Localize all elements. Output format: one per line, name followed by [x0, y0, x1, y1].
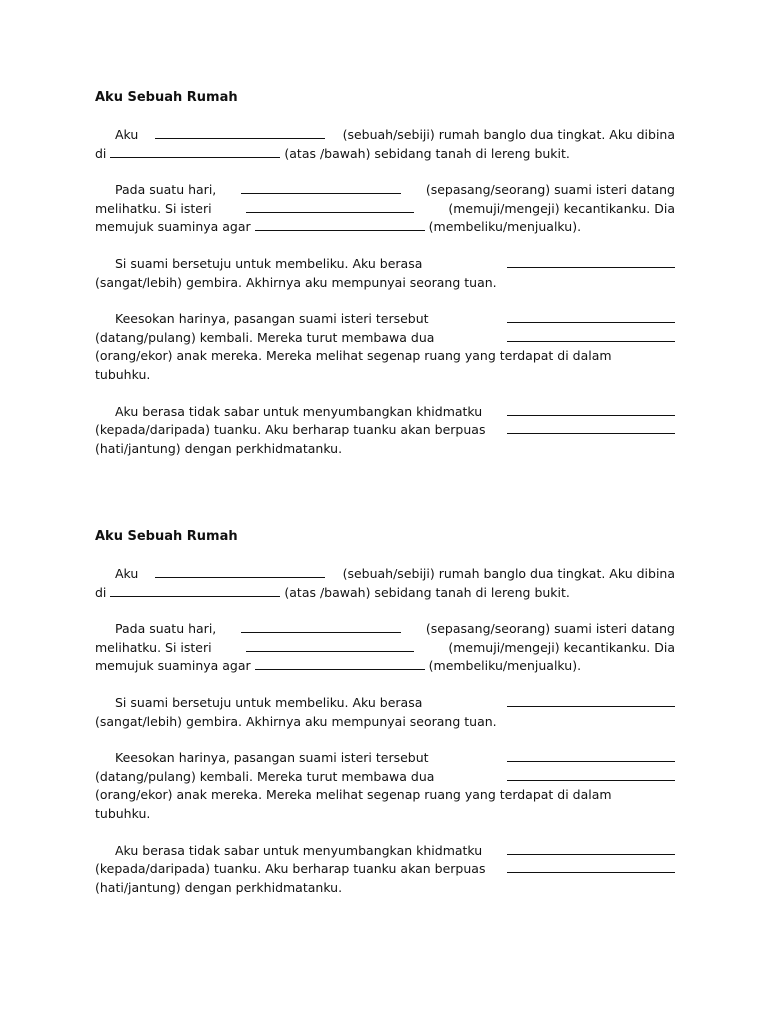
- text: Si suami bersetuju untuk membeliku. Aku berasa: [115, 255, 423, 271]
- text: tubuhku.: [95, 805, 151, 821]
- answer-blank[interactable]: [507, 694, 675, 707]
- text: (atas /bawah) sebidang tanah di lereng bukit.: [284, 584, 570, 600]
- answer-blank[interactable]: [246, 639, 414, 652]
- text: (sepasang/seorang) suami isteri datang: [425, 621, 675, 637]
- text: melihatku. Si isteri: [95, 639, 212, 655]
- text: melihatku. Si isteri: [95, 200, 212, 216]
- text: Si suami bersetuju untuk membeliku. Aku berasa: [115, 694, 423, 710]
- text: (orang/ekor) anak mereka. Mereka melihat segenap ruang yang terdapat di dalam: [95, 348, 612, 364]
- answer-blank[interactable]: [255, 657, 425, 670]
- text: tubuhku.: [95, 366, 151, 382]
- text: Aku berasa tidak sabar untuk menyumbangkan khidmatku: [115, 842, 483, 858]
- text: Aku: [115, 566, 139, 581]
- text: di: [95, 145, 107, 161]
- answer-blank[interactable]: [241, 181, 401, 194]
- text: (orang/ekor) anak mereka. Mereka melihat segenap ruang yang terdapat di dalam: [95, 787, 612, 803]
- text: (memuji/mengeji) kecantikanku. Dia: [448, 639, 675, 655]
- answer-blank[interactable]: [110, 145, 280, 158]
- text: (hati/jantung) dengan perkhidmatanku.: [95, 879, 343, 895]
- text: Keesokan harinya, pasangan suami isteri tersebut: [115, 311, 429, 327]
- text: Keesokan harinya, pasangan suami isteri tersebut: [115, 750, 429, 766]
- answer-blank[interactable]: [507, 768, 675, 781]
- text: (atas /bawah) sebidang tanah di lereng bukit.: [284, 145, 570, 161]
- text: Pada suatu hari,: [115, 182, 217, 198]
- text: memujuk suaminya agar: [95, 658, 251, 674]
- paragraph-3: [95, 694, 675, 731]
- text: (membeliku/menjualku).: [428, 658, 582, 674]
- worksheet-title: Aku Sebuah Rumah: [95, 90, 238, 105]
- text: (kepada/daripada) tuanku. Aku berharap tuanku akan berpuas: [95, 861, 486, 877]
- paragraph-4: [95, 310, 675, 384]
- text: (sebuah/sebiji) rumah banglo dua tingkat. Aku dibina: [342, 566, 675, 581]
- answer-blank[interactable]: [507, 842, 675, 855]
- answer-blank[interactable]: [507, 749, 675, 762]
- text: (sangat/lebih) gembira. Akhirnya aku mempunyai seorang tuan.: [95, 274, 497, 290]
- answer-blank[interactable]: [507, 421, 675, 434]
- answer-blank[interactable]: [507, 255, 675, 268]
- answer-blank[interactable]: [507, 310, 675, 323]
- text: (hati/jantung) dengan perkhidmatanku.: [95, 440, 343, 456]
- answer-blank[interactable]: [241, 620, 401, 633]
- worksheet-title: Aku Sebuah Rumah: [95, 529, 238, 544]
- text: memujuk suaminya agar: [95, 219, 251, 235]
- text: (memuji/mengeji) kecantikanku. Dia: [448, 200, 675, 216]
- answer-blank[interactable]: [155, 565, 325, 578]
- text: Aku berasa tidak sabar untuk menyumbangkan khidmatku: [115, 403, 483, 419]
- text: (datang/pulang) kembali. Mereka turut membawa dua: [95, 768, 435, 784]
- paragraph-2: [95, 181, 675, 237]
- answer-blank[interactable]: [255, 218, 425, 231]
- paragraph-1: [95, 126, 675, 163]
- answer-blank[interactable]: [507, 403, 675, 416]
- text: (kepada/daripada) tuanku. Aku berharap tuanku akan berpuas: [95, 422, 486, 438]
- text: Aku: [115, 127, 139, 142]
- paragraph-4: [95, 749, 675, 823]
- text: Pada suatu hari,: [115, 621, 217, 637]
- text: (sepasang/seorang) suami isteri datang: [425, 182, 675, 198]
- text: (sebuah/sebiji) rumah banglo dua tingkat. Aku dibina: [342, 127, 675, 142]
- answer-blank[interactable]: [155, 126, 325, 139]
- worksheet-2: [95, 527, 675, 897]
- text: (datang/pulang) kembali. Mereka turut membawa dua: [95, 329, 435, 345]
- text: di: [95, 584, 107, 600]
- answer-blank[interactable]: [110, 584, 280, 597]
- paragraph-1: [95, 565, 675, 602]
- paragraph-3: [95, 255, 675, 292]
- paragraph-2: [95, 620, 675, 676]
- worksheet-1: [95, 88, 675, 458]
- answer-blank[interactable]: [246, 200, 414, 213]
- text: (membeliku/menjualku).: [428, 219, 582, 235]
- answer-blank[interactable]: [507, 329, 675, 342]
- paragraph-5: [95, 842, 675, 898]
- paragraph-5: [95, 403, 675, 459]
- answer-blank[interactable]: [507, 860, 675, 873]
- text: (sangat/lebih) gembira. Akhirnya aku mempunyai seorang tuan.: [95, 713, 497, 729]
